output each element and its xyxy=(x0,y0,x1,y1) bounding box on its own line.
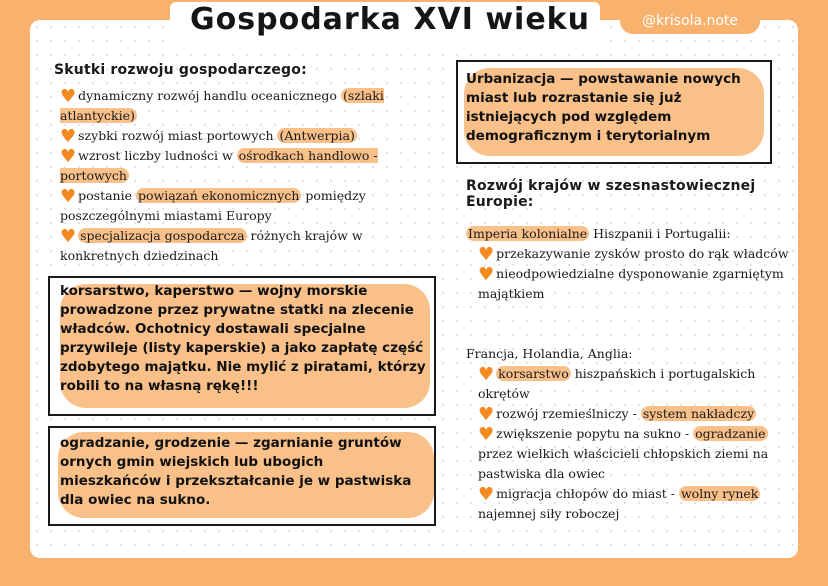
heart-icon: ♥ xyxy=(60,226,77,247)
heart-icon: ♥ xyxy=(60,126,77,147)
heart-icon: ♥ xyxy=(478,484,495,505)
page-title: Gospodarka XVI wieku xyxy=(190,2,590,37)
countries-title: Francja, Holandia, Anglia: xyxy=(466,346,633,361)
list-item: ♥ wzrost liczby ludności w ośrodkach handlowo - portowych xyxy=(60,146,378,183)
list-item: ♥ postanie powiązań ekonomicznych pomiędzy poszczególnymi miastami Europy xyxy=(60,186,366,223)
heart-icon: ♥ xyxy=(478,264,495,285)
list-item: ♥ nieodpowiedzialne dysponowanie zgarniętym majątkiem xyxy=(478,264,784,301)
heart-icon: ♥ xyxy=(60,186,77,207)
definition-box-urbanizacja xyxy=(456,60,772,164)
korsarstwo-definition: korsarstwo, kaperstwo — wojny morskie prowadzone przez prywatne statki na zlecenie władców. Ochotnicy dostawali specjalne przywileje (listy kaperskie) a jako zapłatę część zdobytego majątku. xyxy=(60,283,424,375)
list-item: ♥ rozwój rzemieślniczy - system nakładczy xyxy=(478,404,755,425)
ogradzanie-definition: ogradzanie, grodzenie — zgarnianie gruntów ornych gmin wiejskich lub ubogich mieszkańców i przekształcanie je w pastwiska dla owiec na sukno. xyxy=(60,435,412,508)
heart-icon: ♥ xyxy=(60,86,77,107)
heart-icon: ♥ xyxy=(478,244,495,265)
heart-icon: ♥ xyxy=(60,146,77,167)
definition-box-korsarstwo xyxy=(48,276,436,416)
heart-icon: ♥ xyxy=(478,364,495,385)
empires-title: Imperia kolonialne Hiszpanii i Portugalii: xyxy=(468,226,731,241)
list-item: ♥ szybki rozwój miast portowych (Antwerpia) xyxy=(60,126,355,147)
list-item: ♥ korsarstwo hiszpańskich i portugalskich okrętów xyxy=(478,364,756,401)
heart-icon: ♥ xyxy=(478,424,495,445)
countries-section xyxy=(466,344,796,524)
list-item: ♥ zwiększenie popytu na sukno - ogradzanie przez wielkich właścicieli chłopskich ziemi na pastwiska dla owiec xyxy=(478,424,769,481)
skutki-list xyxy=(60,86,430,266)
empires-section xyxy=(466,224,796,304)
section-heading-skutki: Skutki rozwoju gospodarczego: xyxy=(54,62,307,78)
definition-box-ogradzanie xyxy=(48,426,436,526)
list-item: ♥ specjalizacja gospodarcza różnych krajów w konkretnych dziedzinach xyxy=(60,226,363,263)
author-handle: @krisola.note xyxy=(620,8,760,34)
list-item: ♥ przekazywanie zysków prosto do rąk władców xyxy=(478,244,789,265)
list-item: ♥ migracja chłopów do miast - wolny rynek najemnej siły roboczej xyxy=(478,484,759,521)
korsarstwo-note: Nie mylić z piratami, którzy robili to na własną rękę!!! xyxy=(60,359,426,394)
heart-icon: ♥ xyxy=(478,404,495,425)
list-item: ♥ dynamiczny rozwój handlu oceanicznego (szlaki atlantyckie) xyxy=(60,86,384,123)
section-heading-rozwoj: Rozwój krajów w szesnastowiecznej Europie: xyxy=(466,178,756,210)
urbanizacja-definition: Urbanizacja — powstawanie nowych miast lub rozrastanie się już istniejących pod względem demograficznym i terytorialnym xyxy=(466,71,741,144)
